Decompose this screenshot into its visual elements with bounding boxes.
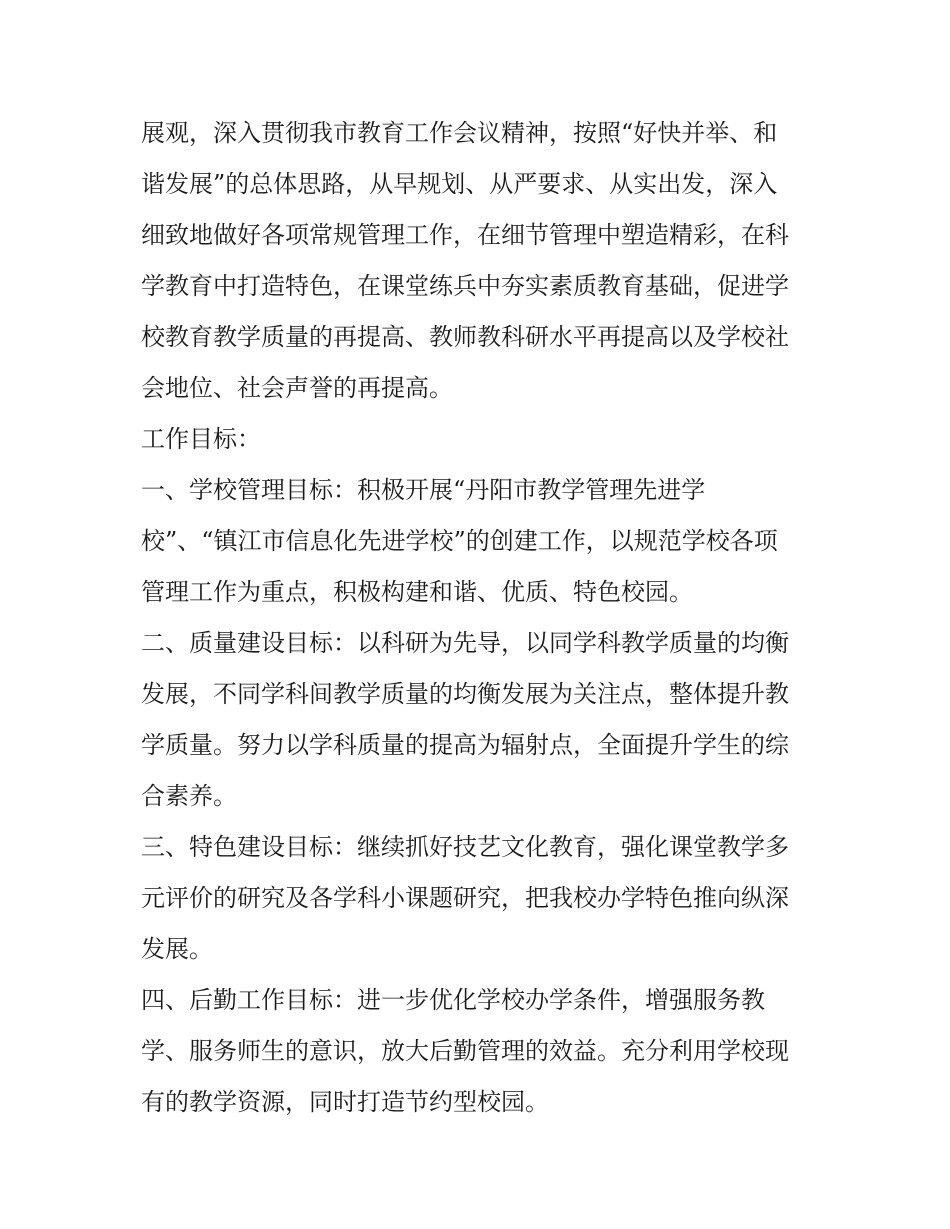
text-line: 展观，深入贯彻我市教育工作会议精神，按照“好快并举、和 (141, 119, 778, 147)
text-line: 校教育教学质量的再提高、教师教科研水平再提高以及学校社 (141, 323, 789, 351)
text-line: 一、学校管理目标：积极开展“丹阳市教学管理先进学 (141, 476, 706, 504)
text-line: 有的教学资源，同时打造节约型校园。 (141, 1088, 549, 1116)
text-line: 学、服务师生的意识，放大后勤管理的效益。充分利用学校现 (141, 1037, 789, 1065)
document-body (141, 108, 831, 1128)
text-line: 会地位、社会声誉的再提高。 (141, 374, 453, 402)
text-line: 四、后勤工作目标：进一步优化学校办学条件，增强服务教 (141, 986, 765, 1014)
text-line: 细致地做好各项常规管理工作，在细节管理中塑造精彩，在科 (141, 221, 789, 249)
text-line: 发展，不同学科间教学质量的均衡发展为关注点，整体提升教 (141, 680, 789, 708)
section-heading: 工作目标： (141, 425, 261, 453)
text-line: 合素养。 (141, 782, 237, 810)
text-line: 元评价的研究及各学科小课题研究，把我校办学特色推向纵深 (141, 884, 789, 912)
text-line: 学教育中打造特色，在课堂练兵中夯实素质教育基础，促进学 (141, 272, 789, 300)
text-line: 三、特色建设目标：继续抓好技艺文化教育，强化课堂教学多 (141, 833, 789, 861)
text-line: 校”、“镇江市信息化先进学校”的创建工作，以规范学校各项 (141, 527, 778, 555)
text-line: 谐发展”的总体思路，从早规划、从严要求、从实出发，深入 (141, 170, 778, 198)
text-line: 学质量。努力以学科质量的提高为辐射点，全面提升学生的综 (141, 731, 789, 759)
text-line: 发展。 (141, 935, 213, 963)
text-line: 二、质量建设目标：以科研为先导，以同学科教学质量的均衡 (141, 629, 789, 657)
text-line: 管理工作为重点，积极构建和谐、优质、特色校园。 (141, 578, 693, 606)
